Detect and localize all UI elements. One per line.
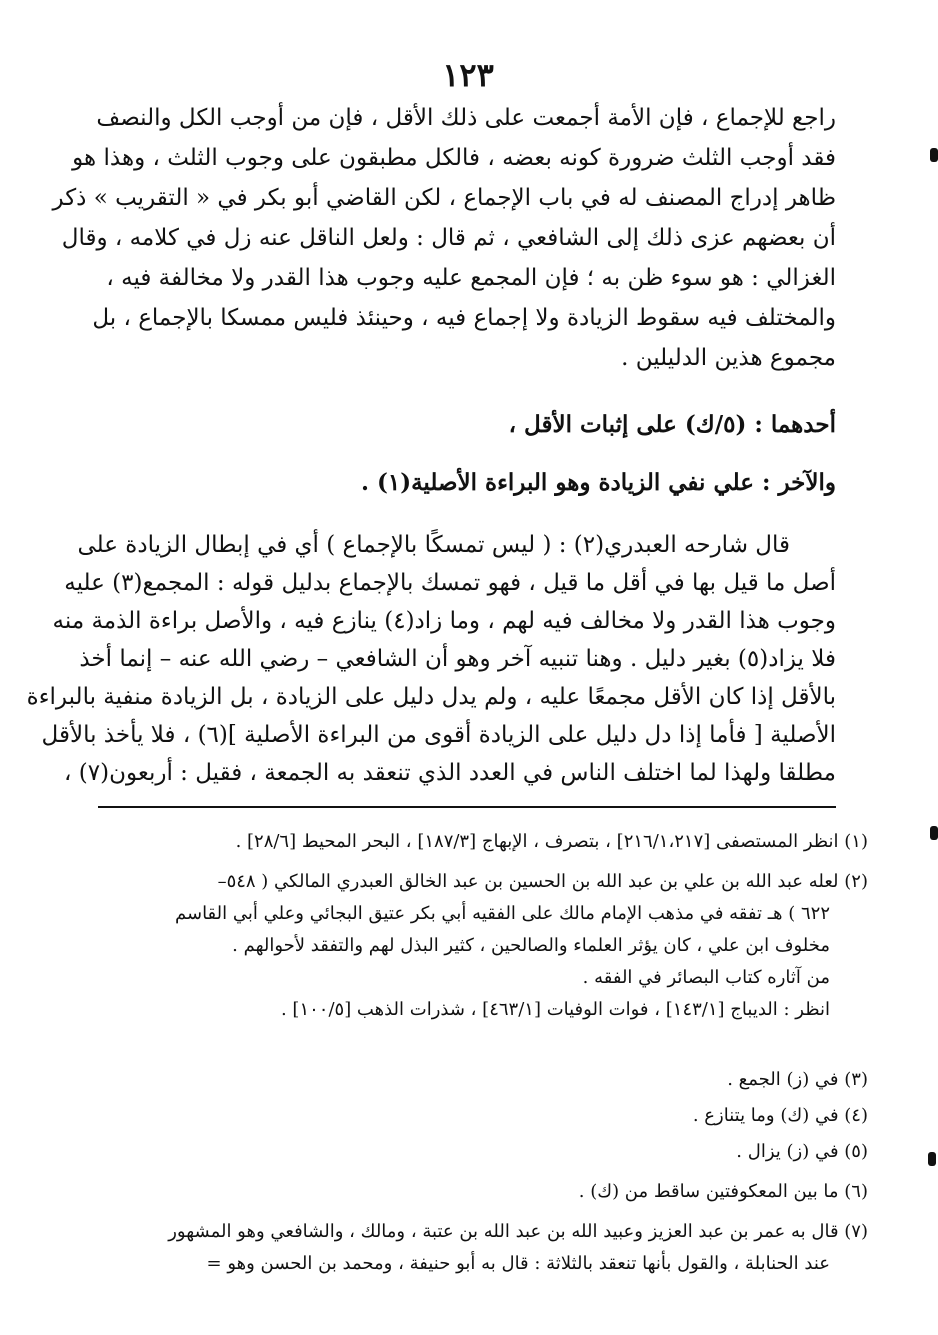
footnote-6 (98, 1176, 868, 1208)
text-line: فقد أوجب الثلث ضرورة كونه بعضه ، فالكل مطبقون على وجوب الثلث ، وهذا هو (72, 145, 836, 171)
text-line: أن بعضهم عزى ذلك إلى الشافعي ، ثم قال : ولعل الناقل عنه زل في كلامه ، وقال (61, 225, 836, 251)
footnote-3 (98, 1064, 868, 1096)
text-line: مجموع هذين الدليلين . (621, 345, 836, 371)
text-line: الغزالي : هو سوء ظن به ؛ فإن المجمع عليه وجوب هذا القدر ولا مخالفة فيه ، (106, 265, 836, 291)
text-line: وجوب هذا القدر ولا مخالف فيه لهم ، وما زاد(٤) ينازع فيه ، والأصل براءة الذمة منه (52, 608, 836, 634)
text-line: والمختلف فيه سقوط الزيادة ولا إجماع فيه ، وحينئذ فليس ممسكا بالإجماع ، بل (92, 305, 836, 331)
footnote-line: من آثاره كتاب البصائر في الفقه . (582, 967, 830, 988)
binding-hole-mark (930, 148, 938, 162)
footnote-4 (98, 1100, 868, 1132)
footnote-line: عند الحنابلة ، والقول بأنها تنعقد بالثلاثة : قال به أبو حنيفة ، ومحمد بن الحسن وهو = (206, 1253, 830, 1274)
footnote-line: (٦) ما بين المعكوفتين ساقط من (ك) . (578, 1181, 868, 1202)
text-line: مطلقا ولهذا لما اختلف الناس في العدد الذي تنعقد به الجمعة ، فقيل : أربعون(٧) ، (64, 760, 836, 786)
text-line: الأصلية [ فأما إذا دل دليل على الزيادة أقوى من البراءة الأصلية ](٦) ، فلا يأخذ بالأقل (41, 722, 836, 748)
footnote-5 (98, 1136, 868, 1168)
footnote-line: (٥) في (ز) يزال . (736, 1141, 868, 1162)
binding-hole-mark (928, 1152, 936, 1166)
page-number: ١٢٣ (442, 56, 494, 94)
text-line: قال شارحه العبدري(٢) : ( ليس تمسكًا بالإجماع ) أي في إبطال الزيادة على (77, 532, 790, 558)
footnote-line: (٧) قال به عمر بن عبد العزيز وعبيد الله بن عبد الله بن عتبة ، ومالك ، والشافعي وهو المشهور (168, 1221, 868, 1242)
footnote-1 (98, 826, 868, 858)
binding-hole-mark (930, 826, 938, 840)
second-evidence: والآخر : علي نفي الزيادة وهو البراءة الأصلية(١) . (360, 469, 836, 496)
first-evidence: أحدهما : (٥/ك) على إثبات الأقل ، (508, 411, 836, 438)
text-line: بالأقل إذا كان الأقل مجمعًا عليه ، ولم يدل دليل على الزيادة ، بل الزيادة منفية بالبراءة (26, 684, 836, 710)
text-line: راجع للإجماع ، فإن الأمة أجمعت على ذلك الأقل ، فإن من أوجب الكل والنصف (96, 105, 836, 131)
footnote-line: (٣) في (ز) الجمع . (727, 1069, 868, 1090)
text-line: فلا يزاد(٥) بغير دليل . وهنا تنبيه آخر وهو أن الشافعي – رضي الله عنه – إنما أخذ (79, 646, 836, 672)
paragraph-1 (52, 98, 836, 378)
text-line: أصل ما قيل بها في أقل ما قيل ، فهو تمسك بالإجماع بدليل قوله : المجمع(٣) عليه (64, 570, 836, 596)
footnote-line: مخلوف ابن علي ، كان يؤثر العلماء والصالحين ، كثير البذل لهم والتفقد لأحوالهم . (232, 935, 830, 956)
footnote-line: (٤) في (ك) وما يتنازع . (692, 1105, 868, 1126)
footnote-separator (98, 806, 836, 808)
footnote-2 (98, 866, 868, 1026)
footnote-line: انظر : الديباج [١٤٣/١] ، فوات الوفيات [٤٦٣/١] ، شذرات الذهب [١٠٠/٥] . (280, 999, 830, 1020)
footnote-7 (98, 1216, 868, 1280)
evidence-list (98, 402, 836, 506)
footnote-line: (١) انظر المستصفى [٢١٦/١،٢١٧] ، بتصرف ، الإبهاج [١٨٧/٣] ، البحر المحيط [٢٨/٦] . (235, 831, 868, 852)
footnote-line: (٢) لعله عبد الله بن علي بن عبد الله بن الحسين بن عبد الخالق العبدري المالكي ( ٥٤٨– (217, 871, 868, 892)
footnote-line: ٦٢٢ ) هـ تفقه في مذهب الإمام مالك على الفقيه أبي بكر عتيق البجائي وعلي أبي القاسم (175, 903, 830, 924)
text-line: ظاهر إدراج المصنف له في باب الإجماع ، لكن القاضي أبو بكر في « التقريب » ذكر (52, 185, 836, 211)
paragraph-2 (26, 526, 836, 792)
